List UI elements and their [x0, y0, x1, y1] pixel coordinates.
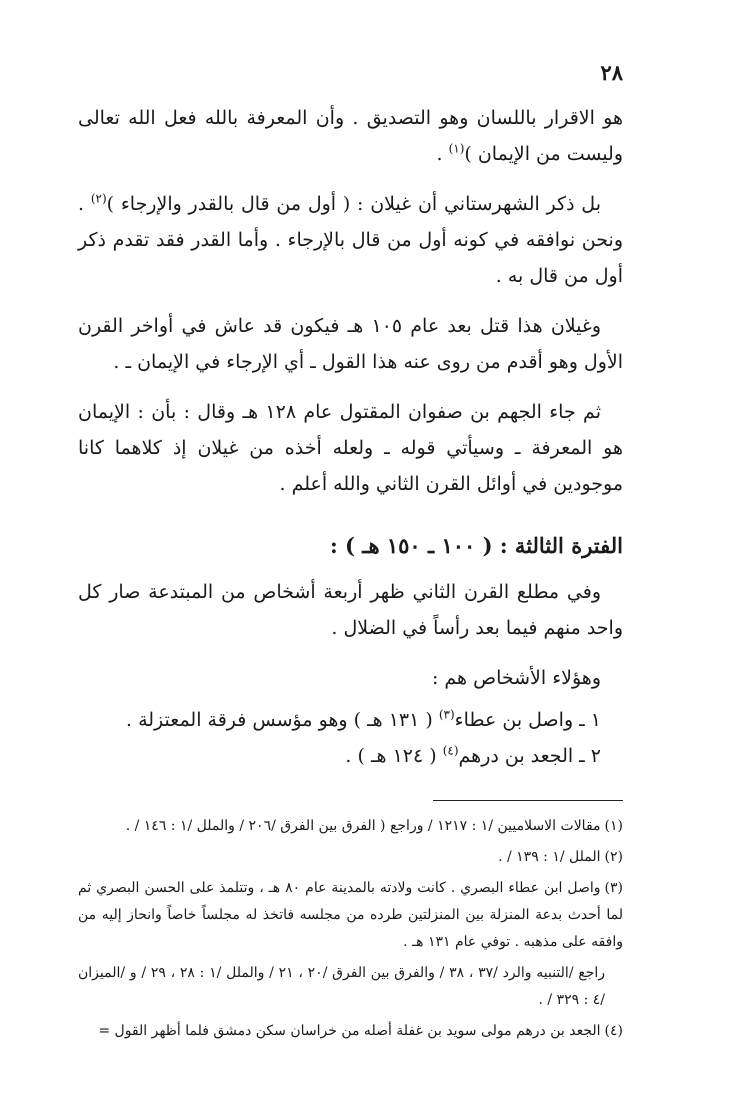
footnote-4	[78, 1018, 623, 1045]
page-number: ٢٨	[600, 60, 623, 85]
footnote-number: (٢)	[604, 849, 623, 865]
paragraph-1-end: .	[436, 143, 449, 165]
paragraph-2-text-a: بل ذكر الشهرستاني أن غيلان : ( أول من قال بالقدر والإرجاء )	[106, 193, 601, 215]
footnote-3-references	[78, 960, 623, 1014]
paragraph-3: وغيلان هذا قتل بعد عام ١٠٥ هـ فيكون قد عاش في أواخر القرن الأول وهو أقدم من روى عنه هذا القول ـ أي الإرجاء في الإيمان ـ .	[78, 315, 623, 373]
section-heading: الفترة الثالثة : ( ١٠٠ ـ ١٥٠ هـ ) :	[329, 533, 623, 558]
footnote-number: (٤)	[604, 1023, 623, 1039]
footnote-text: الملل /١ : ١٣٩ / .	[498, 849, 601, 865]
footnote-1	[78, 813, 623, 840]
list-item-1-prefix: ١ ـ واصل بن عطاء	[454, 709, 601, 731]
footnote-ref-3[interactable]: (٣)	[438, 707, 455, 722]
footnote-text: راجع /التنبيه والرد /٣٧ ، ٣٨ / والفرق بين الفرق /٢٠ ، ٢١ / والملل /١ : ٢٨ ، ٢٩ / و /الميزان /٤ : ٣٢٩ / .	[78, 965, 606, 1008]
book-page	[78, 60, 623, 1049]
footnote-ref-2[interactable]: (٢)	[90, 191, 107, 206]
footnote-2	[78, 844, 623, 871]
paragraph-2	[78, 186, 623, 294]
paragraph-4: ثم جاء الجهم بن صفوان المقتول عام ١٢٨ هـ وقال : بأن : الإيمان هو المعرفة ـ وسيأتي قوله ـ ولعله أخذه من غيلان إذ كلاهما كانا موجودين في أوائل القرن الثاني والله أعلم .	[78, 401, 623, 495]
paragraph-1	[78, 100, 623, 172]
footnote-text: الجعد بن درهم مولى سويد بن غفلة أصله من خراسان سكن دمشق فلما أظهر القول =	[98, 1023, 601, 1039]
footnote-ref-4[interactable]: (٤)	[442, 743, 459, 758]
list-intro: وهؤلاء الأشخاص هم :	[431, 667, 601, 689]
list-item-2	[78, 738, 623, 774]
footnote-number: (١)	[604, 818, 623, 834]
list-item-1	[78, 702, 623, 738]
list-item-2-suffix: ( ١٢٤ هـ ) .	[345, 745, 443, 767]
footnote-3	[78, 875, 623, 956]
list-item-1-suffix: ( ١٣١ هـ ) وهو مؤسس فرقة المعتزلة .	[126, 709, 439, 731]
footnote-number: (٣)	[604, 880, 624, 896]
footnote-ref-1[interactable]: (١)	[448, 141, 465, 156]
section-intro: وفي مطلع القرن الثاني ظهر أربعة أشخاص من المبتدعة صار كل واحد منهم فيما بعد رأساً في الضلال .	[78, 581, 623, 639]
footnote-divider	[433, 800, 623, 801]
paragraph-1-text: هو الاقرار باللسان وهو التصديق . وأن المعرفة بالله فعل الله تعالى وليست من الإيمان )	[78, 107, 623, 165]
paragraph-2-text-b: . ونحن نوافقه في كونه أول من قال بالإرجاء . وأما القدر فقد تقدم ذكر أول من قال به .	[78, 193, 623, 287]
list-item-2-prefix: ٢ ـ الجعد بن درهم	[458, 745, 601, 767]
footnote-text: مقالات الاسلاميين /١ : ١٢١٧ / وراجع ( الفرق بين الفرق /٢٠٦ / والملل /١ : ١٤٦ / .	[125, 818, 601, 834]
footnote-text: واصل ابن عطاء البصري . كانت ولادته بالمدينة عام ٨٠ هـ ، وتتلمذ على الحسن البصري ثم لما أحدث بدعة المنزلة بين المنزلتين طرده من مجلسه فاتخذ له مجلساً خاصاً وانحاز إليه من وافقه على مذهبه . توفي عام ١٣١ هـ .	[78, 880, 623, 950]
